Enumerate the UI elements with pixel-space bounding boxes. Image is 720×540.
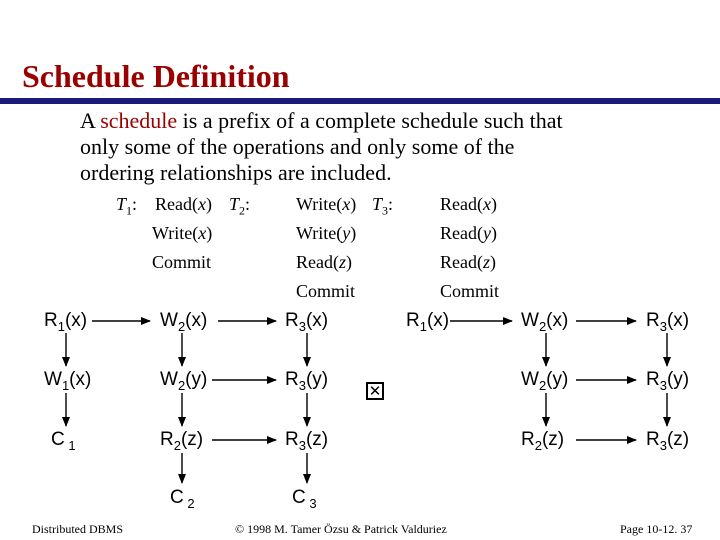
footer-right: Page 10-12. 37 — [620, 522, 693, 536]
node-r1x-right: $R_1(x)$ — [406, 310, 450, 334]
node-r3z-right: $R_3(z)$ — [646, 429, 690, 453]
schedule-term: schedule — [100, 108, 178, 133]
node-w2x-right: $W_2(x)$ — [521, 310, 569, 334]
node-r2z-right: $R_2(z)$ — [521, 429, 565, 453]
x-box-icon: ✕ — [366, 382, 384, 400]
node-r2z: $R_2(z)$ — [160, 429, 204, 453]
t1-label: $T_1$: — [116, 194, 138, 218]
node-w2y-right: $W_2(y)$ — [521, 369, 569, 393]
t3-label: $T_3$: — [372, 194, 394, 218]
footer-center: © 1998 M. Tamer Özsu & Patrick Valduriez — [235, 522, 447, 536]
t2-label: $T_2$: — [229, 194, 251, 218]
node-c1: C $_1$ — [51, 429, 76, 453]
t2-op: Write(x) — [296, 194, 357, 214]
t3-op: Read(x) — [440, 194, 497, 214]
node-r3y: $R_3(y)$ — [285, 369, 329, 393]
t3-op: Commit — [440, 281, 500, 301]
t2-op: Commit — [296, 281, 356, 301]
t3-op: Read(z) — [440, 252, 496, 272]
t1-op: Write(x) — [152, 223, 213, 243]
definition-line-2: only some of the operations and only some of the — [80, 134, 515, 159]
node-r1x: $R_1(x)$ — [44, 310, 88, 334]
definition-line-1: A schedule is a prefix of a complete schedule such that — [80, 108, 563, 133]
node-w2y: $W_2(y)$ — [160, 369, 208, 393]
definition-line-3: ordering relationships are included. — [80, 160, 392, 185]
t2-op: Read(z) — [296, 252, 352, 272]
node-r3x-right: $R_3(x)$ — [646, 310, 690, 334]
t1-op: Commit — [152, 252, 212, 272]
footer-left: Distributed DBMS — [32, 522, 124, 536]
node-w1x: $W_1(x)$ — [44, 369, 92, 393]
node-c3: C $_3$ — [292, 487, 317, 511]
node-r3x: $R_3(x)$ — [285, 310, 329, 334]
t3-op: Read(y) — [440, 223, 497, 243]
t2-op: Write(y) — [296, 223, 357, 243]
node-r3z: $R_3(z)$ — [285, 429, 329, 453]
node-w2x: $W_2(x)$ — [160, 310, 208, 334]
node-r3y-right: $R_3(y)$ — [646, 369, 690, 393]
slide-title: Schedule Definition — [22, 58, 290, 94]
t1-op: Read(x) — [155, 194, 212, 214]
node-c2: C $_2$ — [170, 487, 195, 511]
